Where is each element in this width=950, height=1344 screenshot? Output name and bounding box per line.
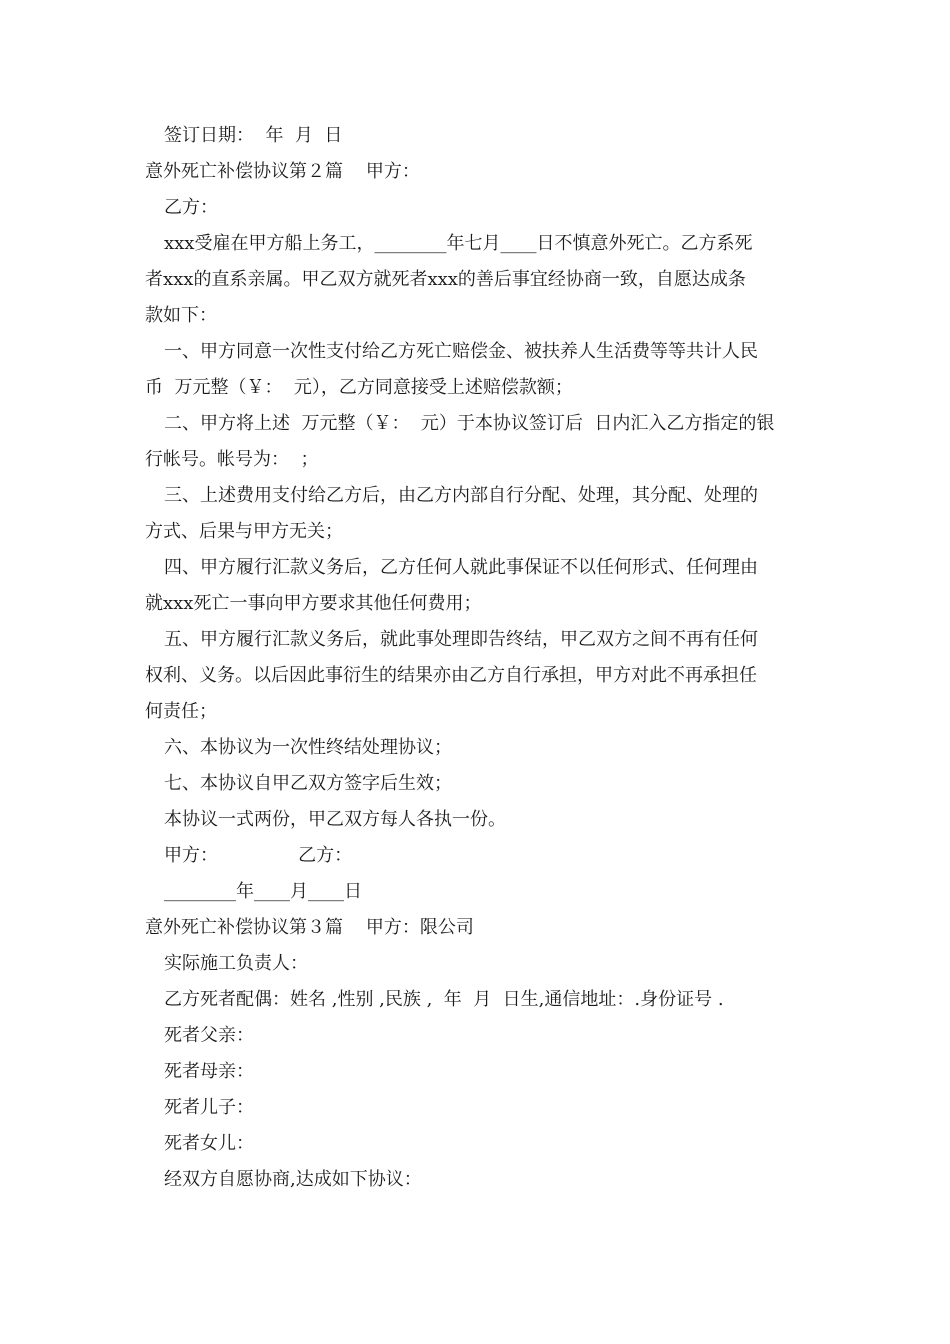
section-heading-3: 意外死亡补偿协议第３篇 甲方：限公司 (145, 917, 474, 938)
clause-2-line: 二、甲方将上述 万元整（￥： 元）于本协议签订后 日内汇入乙方指定的银 (164, 413, 775, 434)
paragraph-line: xxx受雇在甲方船上务工，________年七月____日不慎意外死亡。乙方系死 (164, 233, 753, 254)
field-line: 死者母亲： (164, 1061, 254, 1082)
clause-1-line: 一、甲方同意一次性支付给乙方死亡赔偿金、被扶养人生活费等等共计人民 (164, 341, 758, 362)
clause-3-line: 方式、后果与甲方无关； (145, 521, 343, 542)
clause-5-line: 何责任； (145, 701, 217, 722)
section-heading-2: 意外死亡补偿协议第２篇 甲方： (145, 161, 420, 182)
field-line: 死者女儿： (164, 1133, 254, 1154)
field-line: 实际施工负责人： (164, 953, 308, 974)
copies-line: 本协议一式两份，甲乙双方每人各执一份。 (164, 809, 506, 830)
clause-4-line: 四、甲方履行汇款义务后，乙方任何人就此事保证不以任何形式、任何理由 (164, 557, 758, 578)
clause-5-line: 五、甲方履行汇款义务后，就此事处理即告终结，甲乙双方之间不再有任何 (164, 629, 758, 650)
clause-7-line: 七、本协议自甲乙双方签字后生效； (164, 773, 452, 794)
field-line: 死者父亲： (164, 1025, 254, 1046)
paragraph-line: 款如下： (145, 305, 217, 326)
party-b-line: 乙方： (164, 197, 218, 218)
signing-date-line: 签订日期： 年 月 日 (164, 125, 343, 146)
agreement-intro-line: 经双方自愿协商,达成如下协议： (164, 1169, 422, 1190)
clause-5-line: 权利、义务。以后因此事衍生的结果亦由乙方自行承担，甲方对此不再承担任 (145, 665, 757, 686)
field-line: 死者儿子： (164, 1097, 254, 1118)
date-line: ________年____月____日 (164, 881, 362, 902)
field-line: 乙方死者配偶：姓名 ,性别 ,民族 , 年 月 日生,通信地址：.身份证号 . (164, 989, 724, 1010)
clause-3-line: 三、上述费用支付给乙方后，由乙方内部自行分配、处理，其分配、处理的 (164, 485, 758, 506)
clause-1-line: 币 万元整（￥： 元），乙方同意接受上述赔偿款额； (145, 377, 573, 398)
clause-4-line: 就xxx死亡一事向甲方要求其他任何费用； (145, 593, 482, 614)
clause-6-line: 六、本协议为一次性终结处理协议； (164, 737, 452, 758)
clause-2-line: 行帐号。帐号为： ； (145, 449, 319, 470)
signature-line: 甲方： 乙方： (164, 845, 353, 866)
paragraph-line: 者xxx的直系亲属。甲乙双方就死者xxx的善后事宜经协商一致，自愿达成条 (145, 269, 746, 290)
